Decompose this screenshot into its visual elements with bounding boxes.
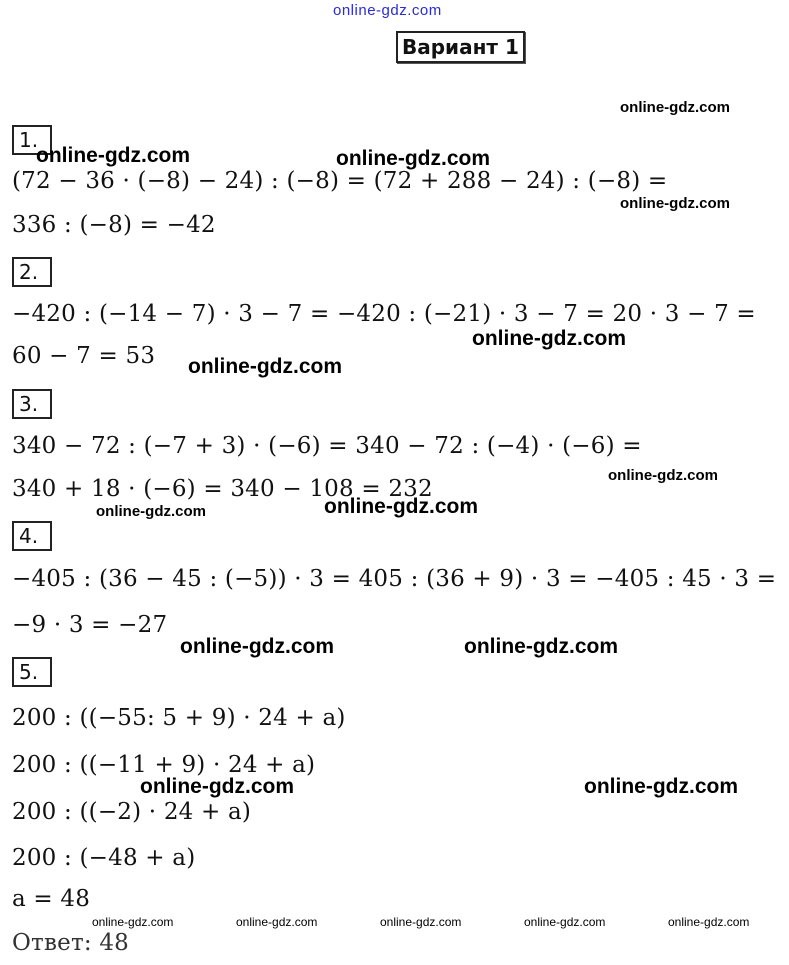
task-3-line-1: 340 − 72 : (−7 + 3) · (−6) = 340 − 72 : (−4) · (−6) = bbox=[12, 433, 642, 459]
task-3-line-2: 340 + 18 · (−6) = 340 − 108 = 232 bbox=[12, 476, 433, 502]
watermark: online-gdz.com bbox=[36, 144, 190, 167]
task-5-line-3: 200 : ((−2) · 24 + a) bbox=[12, 799, 252, 825]
task-number-4: 4. bbox=[12, 521, 52, 551]
watermark: online-gdz.com bbox=[336, 147, 490, 170]
watermark: online-gdz.com bbox=[96, 503, 206, 520]
task-2-line-2: 60 − 7 = 53 bbox=[12, 343, 156, 369]
watermark: online-gdz.com bbox=[620, 99, 730, 116]
task-5-line-2: 200 : ((−11 + 9) · 24 + a) bbox=[12, 752, 316, 778]
watermark: online-gdz.com bbox=[140, 775, 294, 798]
watermark: online-gdz.com bbox=[524, 915, 606, 929]
task-5-line-1: 200 : ((−55: 5 + 9) · 24 + a) bbox=[12, 705, 346, 731]
watermark: online-gdz.com bbox=[608, 467, 718, 484]
watermark: online-gdz.com bbox=[472, 327, 626, 350]
site-header-link[interactable]: online-gdz.com bbox=[333, 2, 442, 19]
variant-title: Вариант 1 bbox=[396, 31, 525, 63]
task-5-line-5: a = 48 bbox=[12, 886, 91, 912]
task-1-line-1: (72 − 36 · (−8) − 24) : (−8) = (72 + 288 − 24) : (−8) = bbox=[12, 168, 668, 194]
watermark: online-gdz.com bbox=[188, 355, 342, 378]
watermark: online-gdz.com bbox=[620, 195, 730, 212]
task-number-1: 1. bbox=[12, 125, 52, 155]
watermark: online-gdz.com bbox=[180, 635, 334, 658]
answer-text: Ответ: 48 bbox=[12, 930, 129, 956]
watermark: online-gdz.com bbox=[92, 915, 174, 929]
task-number-2: 2. bbox=[12, 257, 52, 287]
task-4-line-1: −405 : (36 − 45 : (−5)) · 3 = 405 : (36 + 9) · 3 = −405 : 45 · 3 = bbox=[12, 566, 777, 592]
watermark: online-gdz.com bbox=[584, 775, 738, 798]
task-1-line-2: 336 : (−8) = −42 bbox=[12, 212, 216, 238]
watermark: online-gdz.com bbox=[464, 635, 618, 658]
watermark: online-gdz.com bbox=[668, 915, 750, 929]
task-4-line-2: −9 · 3 = −27 bbox=[12, 612, 168, 638]
watermark: online-gdz.com bbox=[236, 915, 318, 929]
task-number-5: 5. bbox=[12, 657, 52, 687]
task-2-line-1: −420 : (−14 − 7) · 3 − 7 = −420 : (−21) · 3 − 7 = 20 · 3 − 7 = bbox=[12, 301, 756, 327]
task-5-line-4: 200 : (−48 + a) bbox=[12, 845, 196, 871]
watermark: online-gdz.com bbox=[380, 915, 462, 929]
watermark: online-gdz.com bbox=[324, 495, 478, 518]
task-number-3: 3. bbox=[12, 389, 52, 419]
